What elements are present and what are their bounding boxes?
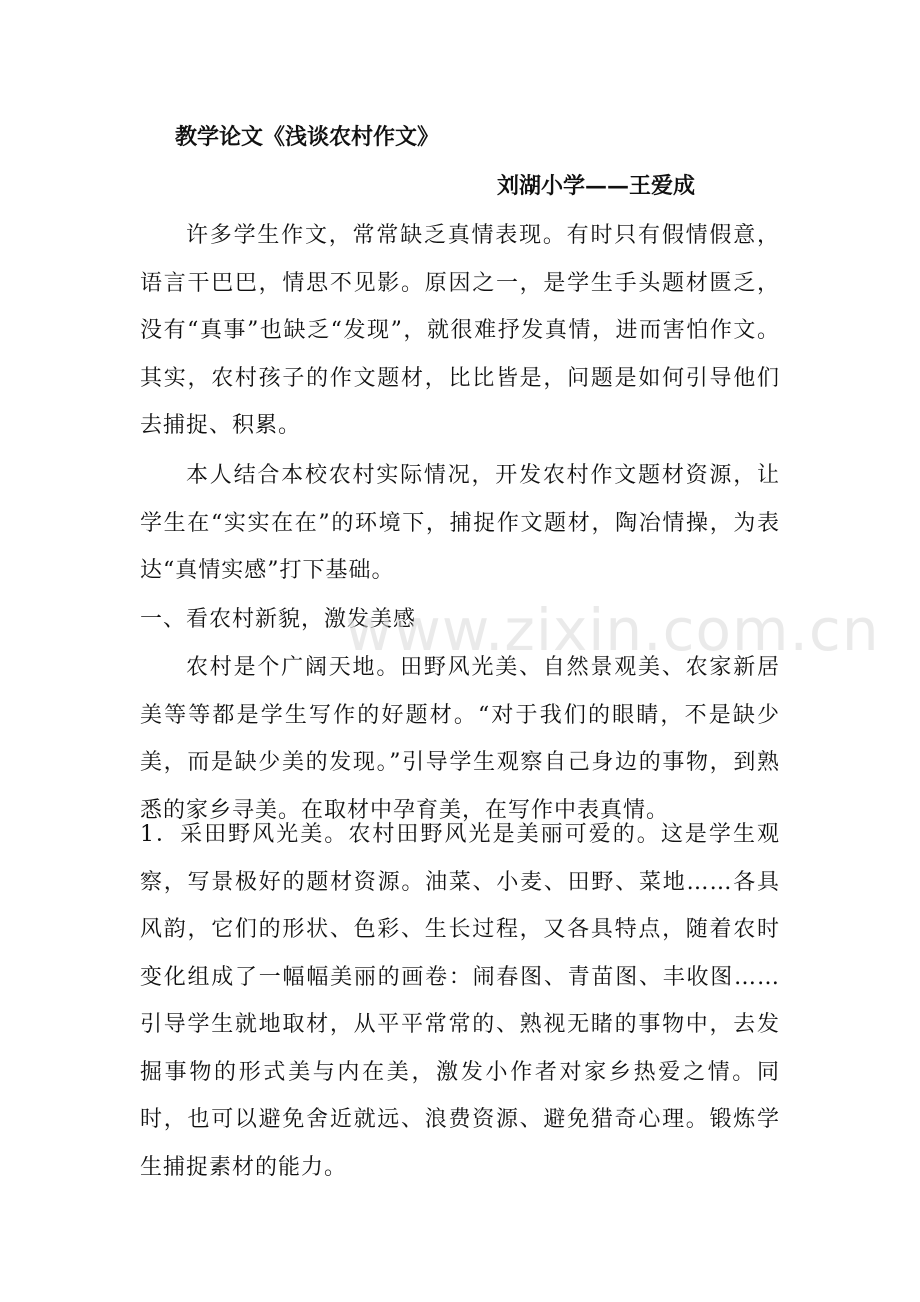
paragraph-method: 本人结合本校农村实际情况，开发农村作文题材资源，让学生在“实实在在”的环境下，捕捉作文题材，陶冶情操，为表达“真情实感”打下基础。 — [140, 463, 780, 583]
document-title: 教学论文《浅谈农村作文》 — [175, 124, 440, 150]
author-line: 刘湖小学——王爱成 — [497, 173, 696, 199]
section-heading-1: 一、看农村新貌，激发美感 — [140, 607, 417, 632]
list-item-1: 1．采田野风光美。农村田野风光是美丽可爱的。这是学生观察，写景极好的题材资源。油菜、小麦、田野、菜地……各具风韵，它们的形状、色彩、生长过程，又各具特点，随着农时变化组成了一幅幅美丽的画卷：闹春图、青苗图、丰收图……引导学生就地取材，从平平常常的、熟视无睹的事物中，去发掘事物的形式美与内在美，激发小作者对家乡热爱之情。同时，也可以避免舍近就远、浪费资源、避免猎奇心理。锻炼学生捕捉素材的能力。 — [140, 822, 780, 1180]
watermark: www.zixin.com.cn — [345, 596, 880, 664]
paragraph-intro: 许多学生作文，常常缺乏真情表现。有时只有假情假意，语言干巴巴，情思不见影。原因之一，是学生手头题材匮乏，没有“真事”也缺乏“发现”，就很难抒发真情，进而害怕作文。其实，农村孩子的作文题材，比比皆是，问题是如何引导他们去捕捉、积累。 — [140, 223, 780, 438]
paragraph-section1: 农村是个广阔天地。田野风光美、自然景观美、农家新居美等等都是学生写作的好题材。“对于我们的眼睛，不是缺少美，而是缺少美的发现。”引导学生观察自己身边的事物，到熟悉的家乡寻美。在取材中孕育美，在写作中表真情。 — [140, 655, 780, 823]
